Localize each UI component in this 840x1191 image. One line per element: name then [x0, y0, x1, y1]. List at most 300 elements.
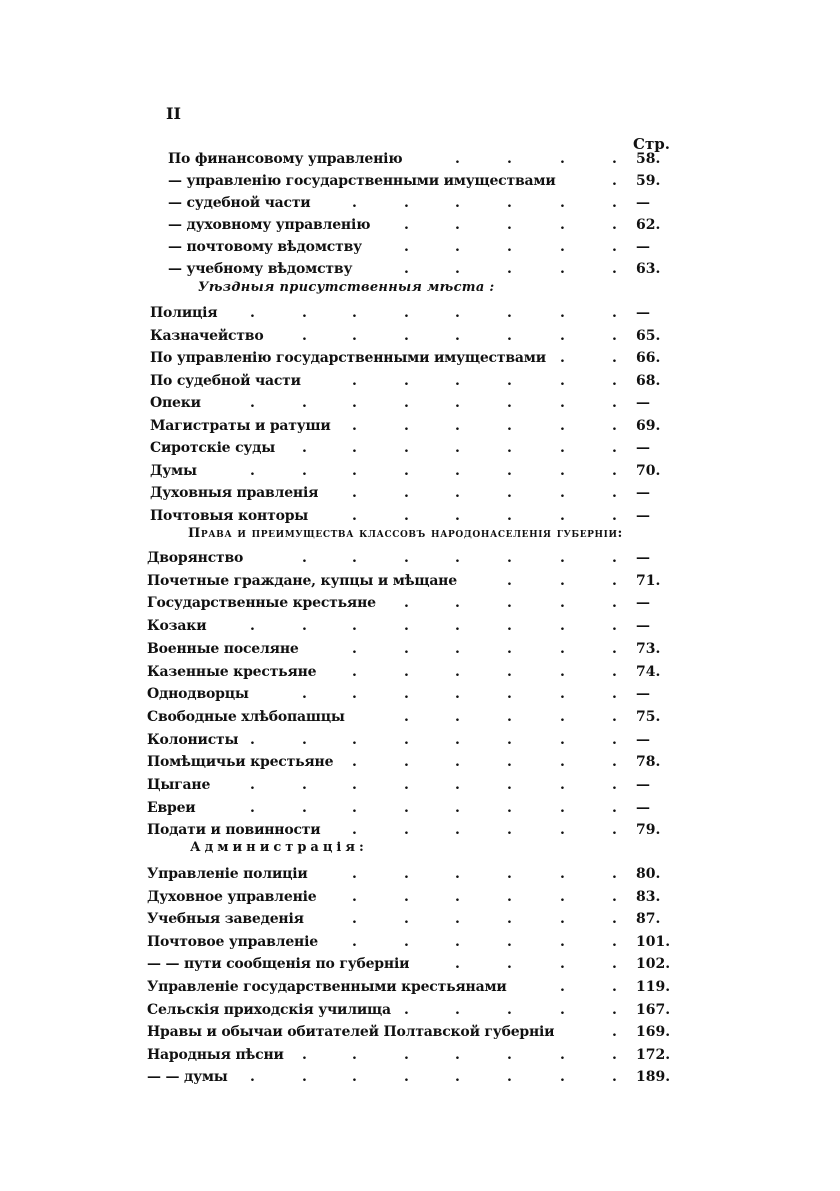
leader-dot: . — [560, 933, 565, 950]
leader-dot: . — [455, 440, 460, 456]
leader-dot: . — [455, 395, 460, 411]
leader-dot: . — [404, 440, 409, 456]
leader-dot: . — [507, 866, 512, 882]
leader-dot: . — [404, 754, 409, 771]
leader-dot: . — [352, 485, 357, 501]
leader-dot: . — [612, 777, 617, 793]
toc-entry — [147, 1000, 676, 1020]
leader-dot: . — [455, 462, 460, 479]
leader-dot: . — [455, 595, 460, 612]
toc-entry-page: — — [636, 239, 650, 255]
leader-dot: . — [560, 217, 565, 233]
leader-dot: . — [507, 195, 512, 211]
leader-dot: . — [560, 888, 565, 905]
leader-dot: . — [404, 305, 409, 321]
leader-dot: . — [560, 462, 565, 479]
toc-entry-title: Подати и повинности — [147, 822, 321, 839]
toc-entry-page: 75. — [636, 708, 661, 725]
leader-dot: . — [455, 933, 460, 950]
leader-dot: . — [352, 327, 357, 344]
leader-dot: . — [404, 866, 409, 882]
leader-dot: . — [612, 979, 617, 995]
leader-dot: . — [560, 1046, 565, 1063]
toc-entry — [147, 864, 676, 884]
leader-dot: . — [612, 350, 617, 366]
leader-dot: . — [404, 686, 409, 703]
leader-dot: . — [404, 395, 409, 411]
leader-dot: . — [560, 195, 565, 211]
toc-entry — [147, 887, 676, 907]
toc-entry-page: 102. — [636, 956, 671, 973]
leader-dot: . — [352, 417, 357, 434]
leader-dot: . — [507, 151, 512, 167]
leader-dot: . — [302, 1069, 307, 1086]
leader-dot: . — [302, 395, 307, 411]
leader-dot: . — [560, 350, 565, 366]
leader-dot: . — [612, 799, 617, 816]
leader-dot: . — [250, 799, 255, 816]
leader-dot: . — [612, 417, 617, 434]
toc-entry-title: Козаки — [147, 618, 207, 635]
toc-entry-title: Учебныя заведенія — [147, 911, 304, 928]
toc-entry-page: 80. — [636, 866, 661, 882]
toc-entry-page: 70. — [636, 462, 661, 479]
toc-entry — [147, 1067, 676, 1087]
toc-entry-page: 62. — [636, 217, 661, 233]
leader-dot: . — [302, 327, 307, 344]
toc-entry — [147, 820, 676, 840]
leader-dot: . — [455, 799, 460, 816]
leader-dot: . — [507, 956, 512, 973]
toc-entry-title: Помѣщичьи крестьяне — [147, 754, 334, 771]
leader-dot: . — [612, 327, 617, 344]
toc-entry-page: — — [636, 550, 650, 566]
toc-entry — [168, 171, 676, 191]
column-header-page: Стр. — [633, 135, 670, 153]
toc-entry-title: По управленію государственными имуществами — [150, 350, 546, 366]
toc-entry-title: Цыгане — [147, 777, 211, 793]
leader-dot: . — [560, 799, 565, 816]
leader-dot: . — [612, 1069, 617, 1086]
toc-entry-page: 74. — [636, 663, 661, 680]
leader-dot: . — [560, 239, 565, 255]
toc-entry-title: Духовное управленіе — [147, 888, 317, 905]
page-number: II — [166, 104, 181, 123]
leader-dot: . — [560, 1001, 565, 1018]
toc-entry — [147, 977, 676, 997]
leader-dot: . — [404, 485, 409, 501]
leader-dot: . — [560, 151, 565, 167]
toc-entry-title: — судебной части — [168, 195, 311, 211]
leader-dot: . — [507, 327, 512, 344]
leader-dot: . — [250, 305, 255, 321]
toc-entry-page: 78. — [636, 754, 661, 771]
leader-dot: . — [455, 507, 460, 524]
leader-dot: . — [404, 1069, 409, 1086]
leader-dot: . — [404, 217, 409, 233]
toc-entry-page: 79. — [636, 822, 661, 839]
leader-dot: . — [404, 1046, 409, 1063]
leader-dot: . — [352, 911, 357, 928]
toc-entry — [150, 438, 676, 458]
leader-dot: . — [455, 911, 460, 928]
toc-entry — [147, 593, 676, 613]
leader-dot: . — [404, 799, 409, 816]
toc-entry-page: 69. — [636, 417, 661, 434]
leader-dot: . — [560, 572, 565, 589]
leader-dot: . — [352, 195, 357, 211]
leader-dot: . — [612, 151, 617, 167]
leader-dot: . — [560, 640, 565, 657]
leader-dot: . — [352, 731, 357, 748]
leader-dot: . — [455, 1046, 460, 1063]
leader-dot: . — [352, 888, 357, 905]
toc-entry-title: По судебной части — [150, 372, 301, 389]
leader-dot: . — [455, 888, 460, 905]
toc-entry — [147, 639, 676, 659]
toc-entry — [147, 548, 676, 568]
toc-entry-title: Полиція — [150, 305, 218, 321]
leader-dot: . — [352, 933, 357, 950]
leader-dot: . — [250, 462, 255, 479]
leader-dot: . — [507, 305, 512, 321]
toc-entry-title: Опеки — [150, 395, 201, 411]
leader-dot: . — [352, 507, 357, 524]
leader-dot: . — [404, 1001, 409, 1018]
toc-entry-title: Сиротскіе суды — [150, 440, 276, 456]
toc-entry — [147, 707, 676, 727]
toc-entry-page: — — [636, 395, 650, 411]
toc-entry-page: 101. — [636, 933, 671, 950]
leader-dot: . — [560, 327, 565, 344]
leader-dot: . — [612, 731, 617, 748]
leader-dot: . — [404, 372, 409, 389]
toc-entry-page: — — [636, 799, 650, 816]
toc-entry-page: — — [636, 618, 650, 635]
toc-entry-page: 73. — [636, 640, 661, 657]
leader-dot: . — [455, 305, 460, 321]
leader-dot: . — [250, 1069, 255, 1086]
toc-entry-title: Военные поселяне — [147, 640, 299, 657]
leader-dot: . — [612, 754, 617, 771]
toc-entry-title: Сельскія приходскія училища — [147, 1001, 391, 1018]
leader-dot: . — [612, 305, 617, 321]
leader-dot: . — [612, 1001, 617, 1018]
leader-dot: . — [560, 440, 565, 456]
leader-dot: . — [404, 195, 409, 211]
toc-entry-title: — духовному управленію — [168, 217, 371, 233]
leader-dot: . — [507, 663, 512, 680]
leader-dot: . — [612, 195, 617, 211]
leader-dot: . — [507, 395, 512, 411]
toc-entry — [147, 662, 676, 682]
toc-entry-page: 169. — [636, 1024, 671, 1041]
toc-entry-page: — — [636, 440, 650, 456]
toc-entry-title: Казенные крестьяне — [147, 663, 317, 680]
leader-dot: . — [560, 395, 565, 411]
leader-dot: . — [455, 372, 460, 389]
leader-dot: . — [455, 550, 460, 566]
toc-entry-title: — учебному вѣдомству — [168, 261, 353, 277]
leader-dot: . — [612, 173, 617, 189]
leader-dot: . — [560, 372, 565, 389]
leader-dot: . — [612, 507, 617, 524]
toc-entry-page: 65. — [636, 327, 661, 344]
leader-dot: . — [352, 640, 357, 657]
leader-dot: . — [352, 663, 357, 680]
leader-dot: . — [560, 485, 565, 501]
leader-dot: . — [612, 888, 617, 905]
toc-entry-title: — — пути сообщенія по губерніи — [147, 956, 410, 973]
toc-entry — [150, 393, 676, 413]
leader-dot: . — [612, 866, 617, 882]
toc-entry-page: — — [636, 777, 650, 793]
leader-dot: . — [612, 640, 617, 657]
leader-dot: . — [352, 395, 357, 411]
toc-entry-page: 167. — [636, 1001, 671, 1018]
toc-entry — [147, 616, 676, 636]
toc-entry-page: — — [636, 485, 650, 501]
leader-dot: . — [560, 1069, 565, 1086]
leader-dot: . — [560, 979, 565, 995]
toc-entry-page: 119. — [636, 979, 671, 995]
leader-dot: . — [612, 1024, 617, 1041]
leader-dot: . — [507, 462, 512, 479]
leader-dot: . — [507, 1001, 512, 1018]
leader-dot: . — [302, 731, 307, 748]
toc-entry-page: 87. — [636, 911, 661, 928]
toc-entry-page: 83. — [636, 888, 661, 905]
leader-dot: . — [507, 754, 512, 771]
toc-entry-page: 71. — [636, 572, 661, 589]
leader-dot: . — [612, 485, 617, 501]
leader-dot: . — [302, 686, 307, 703]
leader-dot: . — [404, 822, 409, 839]
leader-dot: . — [507, 550, 512, 566]
leader-dot: . — [352, 462, 357, 479]
toc-entry — [147, 1022, 676, 1042]
toc-entry — [147, 932, 676, 952]
toc-entry-title: Управленіе государственными крестьянами — [147, 979, 507, 995]
toc-entry — [150, 348, 676, 368]
toc-entry — [147, 775, 676, 795]
leader-dot: . — [507, 507, 512, 524]
leader-dot: . — [352, 372, 357, 389]
leader-dot: . — [250, 731, 255, 748]
leader-dot: . — [455, 261, 460, 277]
toc-entry — [168, 237, 676, 257]
toc-entry-title: Народныя пѣсни — [147, 1046, 284, 1063]
toc-entry — [150, 303, 676, 323]
leader-dot: . — [612, 822, 617, 839]
leader-dot: . — [560, 417, 565, 434]
leader-dot: . — [560, 822, 565, 839]
leader-dot: . — [612, 618, 617, 635]
leader-dot: . — [302, 777, 307, 793]
leader-dot: . — [507, 822, 512, 839]
toc-entry-title: Думы — [150, 462, 197, 479]
leader-dot: . — [507, 261, 512, 277]
leader-dot: . — [455, 686, 460, 703]
leader-dot: . — [507, 888, 512, 905]
toc-entry-title: По финансовому управленію — [168, 151, 403, 167]
leader-dot: . — [455, 754, 460, 771]
leader-dot: . — [404, 618, 409, 635]
leader-dot: . — [404, 731, 409, 748]
leader-dot: . — [302, 618, 307, 635]
leader-dot: . — [507, 1046, 512, 1063]
toc-entry — [168, 215, 676, 235]
leader-dot: . — [455, 217, 460, 233]
toc-entry-page: — — [636, 686, 650, 703]
leader-dot: . — [507, 417, 512, 434]
leader-dot: . — [612, 686, 617, 703]
leader-dot: . — [404, 550, 409, 566]
leader-dot: . — [612, 956, 617, 973]
toc-entry — [168, 259, 676, 279]
toc-entry-title: — почтовому вѣдомству — [168, 239, 362, 255]
leader-dot: . — [455, 956, 460, 973]
leader-dot: . — [612, 572, 617, 589]
leader-dot: . — [560, 731, 565, 748]
leader-dot: . — [612, 372, 617, 389]
leader-dot: . — [507, 372, 512, 389]
leader-dot: . — [455, 327, 460, 344]
toc-entry — [147, 954, 676, 974]
leader-dot: . — [455, 1069, 460, 1086]
leader-dot: . — [455, 640, 460, 657]
leader-dot: . — [302, 305, 307, 321]
leader-dot: . — [507, 572, 512, 589]
leader-dot: . — [455, 618, 460, 635]
leader-dot: . — [560, 663, 565, 680]
toc-entry-title: Нравы и обычаи обитателей Полтавской губерніи — [147, 1024, 555, 1041]
leader-dot: . — [352, 822, 357, 839]
leader-dot: . — [612, 911, 617, 928]
leader-dot: . — [404, 239, 409, 255]
leader-dot: . — [404, 911, 409, 928]
leader-dot: . — [560, 866, 565, 882]
leader-dot: . — [404, 663, 409, 680]
leader-dot: . — [507, 595, 512, 612]
toc-entry — [147, 909, 676, 929]
leader-dot: . — [612, 708, 617, 725]
leader-dot: . — [455, 777, 460, 793]
toc-entry-title: Свободные хлѣбопашцы — [147, 708, 345, 725]
leader-dot: . — [250, 618, 255, 635]
toc-entry — [150, 371, 676, 391]
leader-dot: . — [560, 708, 565, 725]
toc-entry-page: — — [636, 507, 650, 524]
leader-dot: . — [612, 261, 617, 277]
leader-dot: . — [404, 595, 409, 612]
leader-dot: . — [612, 395, 617, 411]
toc-entry — [168, 149, 676, 169]
leader-dot: . — [507, 731, 512, 748]
leader-dot: . — [352, 440, 357, 456]
leader-dot: . — [507, 640, 512, 657]
section-heading: Уѣздныя присутственныя мѣста : — [198, 280, 495, 295]
leader-dot: . — [352, 305, 357, 321]
leader-dot: . — [507, 1069, 512, 1086]
section-heading: Права и преимущества классовъ народонаселенія губерніи: — [188, 526, 623, 541]
toc-entry — [147, 571, 676, 591]
leader-dot: . — [404, 462, 409, 479]
toc-entry-page: — — [636, 305, 650, 321]
leader-dot: . — [612, 550, 617, 566]
leader-dot: . — [560, 595, 565, 612]
toc-entry — [150, 506, 676, 526]
leader-dot: . — [560, 507, 565, 524]
leader-dot: . — [507, 777, 512, 793]
toc-entry-title: Однодворцы — [147, 686, 249, 703]
toc-entry-page: 68. — [636, 372, 661, 389]
toc-entry — [147, 798, 676, 818]
leader-dot: . — [352, 1069, 357, 1086]
leader-dot: . — [507, 618, 512, 635]
toc-entry-title: Магистраты и ратуши — [150, 417, 331, 434]
leader-dot: . — [404, 777, 409, 793]
leader-dot: . — [507, 933, 512, 950]
leader-dot: . — [352, 686, 357, 703]
toc-entry-page: 66. — [636, 350, 661, 366]
leader-dot: . — [455, 485, 460, 501]
toc-entry-title: Почетные граждане, купцы и мѣщане — [147, 572, 457, 589]
toc-entry-page: 189. — [636, 1069, 671, 1086]
leader-dot: . — [404, 507, 409, 524]
leader-dot: . — [352, 618, 357, 635]
leader-dot: . — [560, 261, 565, 277]
leader-dot: . — [612, 217, 617, 233]
leader-dot: . — [404, 933, 409, 950]
leader-dot: . — [302, 440, 307, 456]
leader-dot: . — [560, 618, 565, 635]
leader-dot: . — [507, 708, 512, 725]
toc-entry-page: 58. — [636, 151, 661, 167]
leader-dot: . — [612, 595, 617, 612]
leader-dot: . — [404, 888, 409, 905]
leader-dot: . — [352, 799, 357, 816]
section-heading: Администрація: — [190, 840, 368, 855]
leader-dot: . — [560, 754, 565, 771]
leader-dot: . — [455, 1001, 460, 1018]
leader-dot: . — [352, 754, 357, 771]
leader-dot: . — [352, 1046, 357, 1063]
leader-dot: . — [560, 550, 565, 566]
toc-entry-page: — — [636, 195, 650, 211]
leader-dot: . — [302, 1046, 307, 1063]
toc-entry-title: Казначейство — [150, 327, 264, 344]
toc-entry — [147, 684, 676, 704]
toc-entry-page: 63. — [636, 261, 661, 277]
toc-entry-page: 59. — [636, 173, 661, 189]
toc-entry-title: Колонисты — [147, 731, 239, 748]
toc-entry-title: Евреи — [147, 799, 196, 816]
leader-dot: . — [507, 217, 512, 233]
toc-entry-title: Почтовыя конторы — [150, 507, 309, 524]
leader-dot: . — [560, 777, 565, 793]
leader-dot: . — [352, 777, 357, 793]
toc-entry-title: — — думы — [147, 1069, 228, 1086]
leader-dot: . — [560, 956, 565, 973]
leader-dot: . — [612, 933, 617, 950]
toc-entry — [147, 752, 676, 772]
leader-dot: . — [352, 550, 357, 566]
leader-dot: . — [507, 911, 512, 928]
leader-dot: . — [507, 799, 512, 816]
leader-dot: . — [455, 417, 460, 434]
toc-entry — [147, 730, 676, 750]
